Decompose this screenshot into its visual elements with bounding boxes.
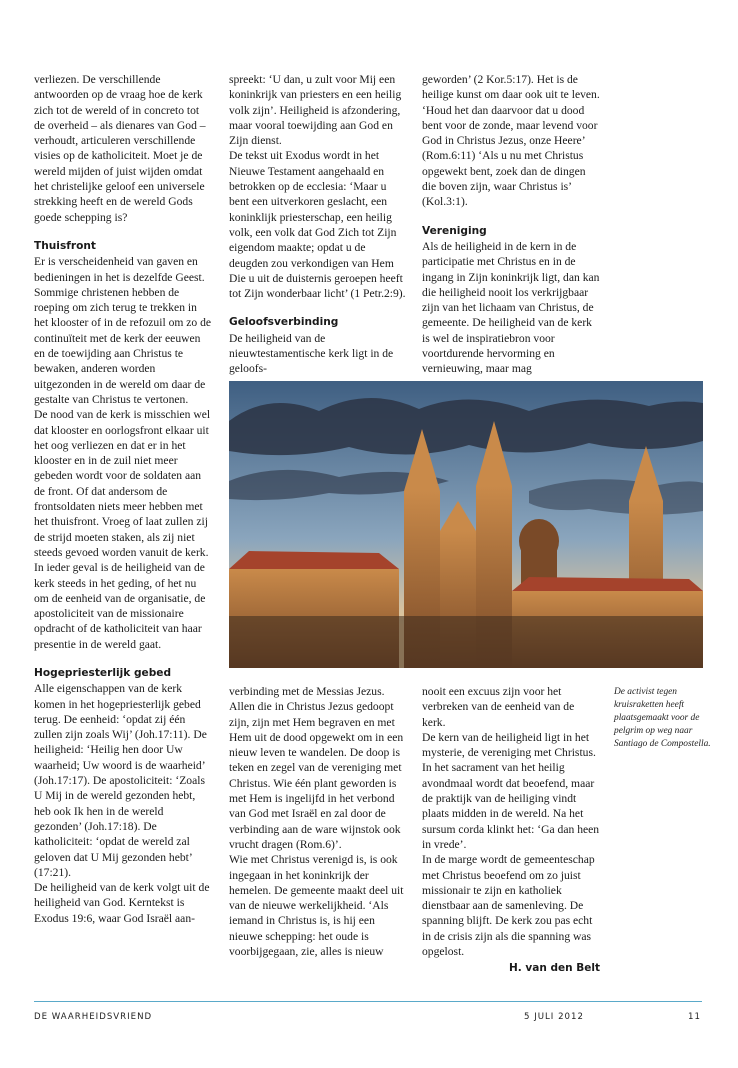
col1-paragraph: De heiligheid van de kerk volgt uit de heiligheid van God. Kerntekst is Exodus 19:6, waar God Israël aan- <box>34 881 210 925</box>
column-1 <box>34 72 212 926</box>
col3-paragraph: Als de heiligheid in de kern in de participatie met Christus en in de ingang in Zijn koninkrijk ligt, dan kan die heiligheid nooit los verkrijgbaar zijn van het lichaam van Christus, de gemeente. De heiligheid van de kerk is wel de inspiratiebron voor voortdurende hervorming en vernieuwing, maar mag <box>422 239 600 376</box>
column-3-bottom <box>422 684 600 977</box>
footer-rule <box>34 1001 702 1002</box>
col1-paragraph: Alle eigenschappen van de kerk komen in het hogepriesterlijk gebed terug. De eenheid: ‘opdat zij één zullen zijn zoals Wij’ (Joh.17:11). De heiligheid: ‘Heilig hen door Uw waarheid; Uw woord is de waarheid’ (Joh.17:17). De apostoliciteit: ‘Zoals U Mij in de wereld gezonden hebt, heb ook Ik hen in de wereld gezonden’ (Joh.17:18). De katholiciteit: ‘opdat de wereld zal geloven dat U Mij gezonden hebt’ (17:21). <box>34 682 207 879</box>
col1-paragraph: In ieder geval is de heiligheid van de kerk steeds in het geding, of het nu om de eenheid van de organisatie, de apostoliciteit van de missionaire opdracht of de katholiciteit van haar presentie in de wereld gaat. <box>34 561 206 651</box>
cloud <box>529 479 703 514</box>
col1-paragraph: De nood van de kerk is misschien wel dat klooster en oorlogsfront elkaar uit het oog verliezen en dat er in het klooster en in de zuil niet meer gebeden wordt voor de soldaten aan de front. Of dat andersom de frontsoldaten niets meer hebben met het thuisfront. Vroeg of laat zullen zij de strijd moeten staken, als zij niet steeds gevoed worden vanuit de kerk. <box>34 408 211 559</box>
col3b-paragraph: De kern van de heiligheid ligt in het mysterie, de vereniging met Christus. In het sacrament van het heilig avondmaal wordt dat beoefend, maar de praktijk van de heiliging vindt plaats midden in de wereld. Na het sursum corda klinkt het: ‘Ga dan heen in vrede’. <box>422 730 600 851</box>
roof-left <box>229 551 399 569</box>
col2-paragraph: De heiligheid van de nieuwtestamentische kerk ligt in de geloofs- <box>229 331 394 376</box>
heading-geloofsverbinding: Geloofsverbinding <box>229 316 339 329</box>
cathedral-illustration <box>229 381 703 668</box>
photo-caption: De activist tegen kruisraketten heeft plaatsgemaakt voor de pelgrim op weg naar Santiago de Compostella. <box>614 687 711 749</box>
col2-paragraph: spreekt: ‘U dan, u zult voor Mij een koninkrijk van priesters en een heilig volk zijn’. Heiligheid is afzondering, maar vooral toewijding aan God en Zijn dienst. <box>229 73 402 148</box>
col2-paragraph: De tekst uit Exodus wordt in het Nieuwe Testament aangehaald en betrokken op de ecclesia: ‘Maar u bent een uitverkoren geslacht, een koninklijk priesterschap, een heilig volk, een volk dat God Zich tot Zijn eigendom maakte; opdat u de deugden zou verkondigen van Hem Die u uit de duisternis geroepen heeft tot Zijn wonderbaar licht’ (1 Petr.2:9). <box>229 149 406 301</box>
col2b-paragraph: verbinding met de Messias Jezus. Allen die in Christus Jezus gedoopt zijn, zijn met Hem begraven en met Hem uit de dood opgewekt om in een nieuw leven te wandelen. De doop is teken en zegel van de vereniging met Christus. Wie één plant geworden is met Hem is ingelijfd in het verbond van God met Israël en zal door de verbinding aan de ware wijnstok ook vrucht dragen (Rom.6)’. <box>229 685 404 851</box>
heading-hogepriesterlijk-gebed: Hogepriesterlijk gebed <box>34 666 172 679</box>
col1-paragraph: Er is verscheidenheid van gaven en bedieningen in het is dezelfde Geest. Sommige christenen hebben de roeping om zich terug te trekken in het klooster of in de refozuil om zo de continuïteit met de kerk der eeuwen en de toewijding aan Christus te bewaken, anderen worden uitgezonden in de wereld om daar de gestalte van Christus te vertonen. <box>34 255 212 406</box>
footer-publication: DE WAARHEIDSVRIEND <box>34 1012 153 1022</box>
col3b-paragraph: nooit een excuus zijn voor het verbreken van de eenheid van de kerk. <box>422 685 575 729</box>
column-3-top <box>422 72 600 377</box>
footer-page-number: 11 <box>688 1012 701 1022</box>
roof-right <box>512 577 703 591</box>
dome <box>519 519 559 563</box>
author-signature: H. van den Belt <box>508 962 600 975</box>
col3b-paragraph: In de marge wordt de gemeenteschap met Christus beoefend om zo juist missionair te zijn en katholiek dienstbaar aan de samenleving. De spanning blijft. De kerk zou pas echt in de crisis zijn als die spanning was opgelost. <box>422 853 595 959</box>
column-2-top <box>229 72 407 377</box>
col3-paragraph: geworden’ (2 Kor.5:17). Het is de heilige kunst om daar ook uit te leven. ‘Houd het dan daarvoor dat u dood bent voor de zonde, maar levend voor God in Christus Jezus, onze Heere’ (Rom.6:11) ‘Als u nu met Christus opgewekt bent, zoek dan de dingen die boven zijn, waar Christus is’ (Kol.3:1). <box>422 73 600 209</box>
column-2-bottom <box>229 684 407 959</box>
foreground-trees <box>229 616 703 668</box>
heading-thuisfront: Thuisfront <box>34 239 96 252</box>
heading-vereniging: Vereniging <box>422 224 487 237</box>
footer-date: 5 JULI 2012 <box>524 1012 584 1022</box>
cathedral-photo <box>229 381 703 668</box>
col1-intro: verliezen. De verschillende antwoorden op de vraag hoe de kerk zich tot de wereld of in concreto tot de overheid – als dienares van God – verhoudt, articuleren verschillende visies op de katholiciteit. Moet je de wereld mijden of juist wijden omdat het christelijke geloof een universele strekking heeft en de wereld Gods goede schepping is? <box>34 73 206 224</box>
col2b-paragraph: Wie met Christus verenigd is, is ook ingegaan in het koninkrijk der hemelen. De gemeente maakt deel uit van de nieuwe werkelijkheid. ‘Als iemand in Christus is, is hij een nieuwe schepping: het oude is voorbijgegaan, zie, alles is nieuw <box>229 853 404 959</box>
